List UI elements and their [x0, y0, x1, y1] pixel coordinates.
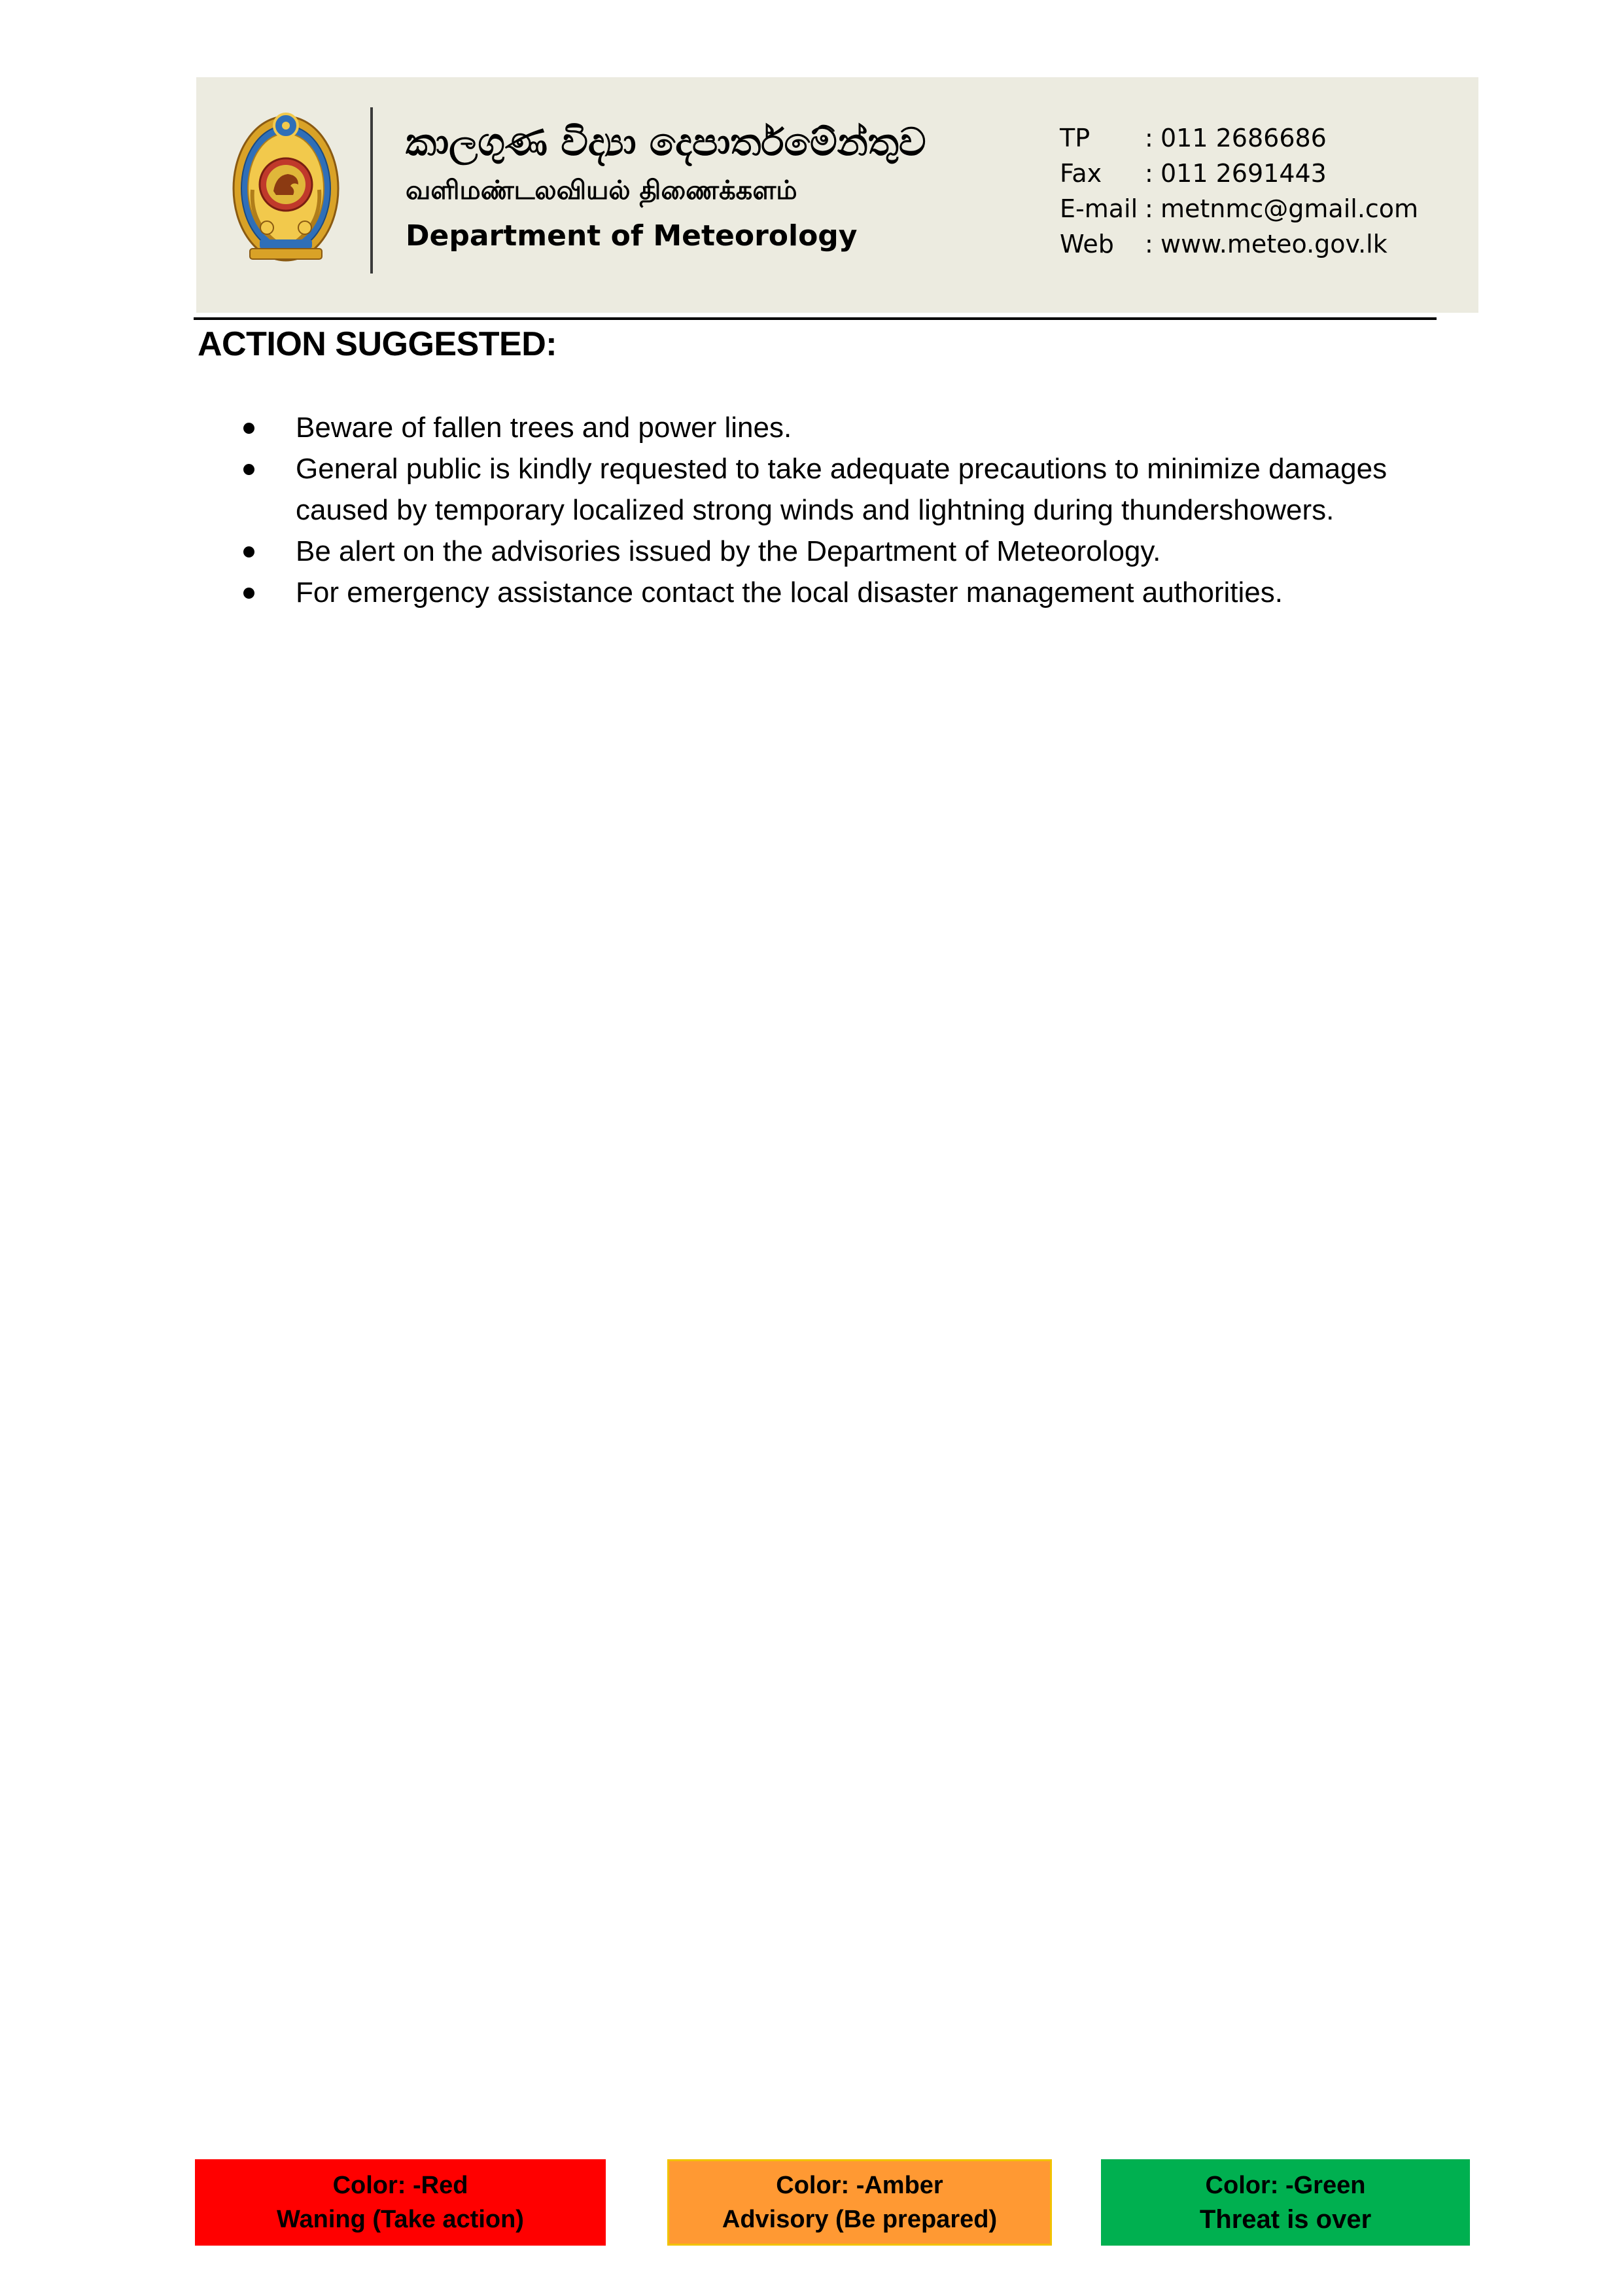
- header-rule: [194, 317, 1437, 320]
- list-item: [243, 572, 1447, 613]
- contact-separator: :: [1145, 124, 1153, 152]
- letterhead: [196, 77, 1478, 313]
- list-item-text: For emergency assistance contact the local disaster management authorities.: [296, 576, 1283, 609]
- contact-row-fax: [1060, 156, 1418, 191]
- contact-value-email[interactable]: metnmc@gmail.com: [1161, 194, 1419, 223]
- contact-row-web: [1060, 226, 1418, 262]
- legend-amber: [667, 2159, 1052, 2246]
- legend-description: Advisory (Be prepared): [722, 2206, 998, 2233]
- bullet-icon: [243, 546, 254, 557]
- legend-color-label: Color: -Green: [1205, 2172, 1366, 2199]
- action-list: [243, 407, 1447, 613]
- contact-label: Web: [1060, 230, 1114, 258]
- legend-red: [195, 2159, 606, 2246]
- list-item: [243, 407, 1447, 448]
- contact-label: E-mail: [1060, 194, 1138, 223]
- contact-value-web[interactable]: www.meteo.gov.lk: [1161, 230, 1387, 258]
- bullet-icon: [243, 423, 254, 434]
- contact-separator: :: [1145, 159, 1153, 188]
- organization-name-english: Department of Meteorology: [406, 219, 858, 253]
- contact-details: [1060, 120, 1418, 262]
- bullet-icon: [243, 464, 254, 475]
- contact-value-fax: 011 2691443: [1161, 159, 1327, 188]
- list-item-text: Be alert on the advisories issued by the Department of Meteorology.: [296, 535, 1161, 567]
- section-heading: ACTION SUGGESTED:: [198, 325, 557, 363]
- bullet-icon: [243, 588, 254, 599]
- list-item-text: General public is kindly requested to take adequate precautions to minimize damages caused by temporary localized strong winds and lightning during thundershowers.: [296, 453, 1387, 526]
- contact-separator: :: [1145, 194, 1153, 223]
- legend-green: [1101, 2159, 1470, 2246]
- contact-row-email: [1060, 191, 1418, 226]
- list-item: [243, 531, 1447, 572]
- organization-name-tamil: வளிமண்டலவியல் திணைக்களம்: [406, 175, 797, 205]
- contact-separator: :: [1145, 230, 1153, 258]
- national-emblem-icon: [230, 111, 341, 268]
- legend-description: Threat is over: [1199, 2205, 1372, 2234]
- contact-label: Fax: [1060, 159, 1102, 188]
- legend-color-label: Color: -Red: [332, 2172, 468, 2199]
- organization-name-sinhala: කාලගුණ විද්‍යා දෙපාර්තමේන්තුව: [406, 120, 926, 164]
- list-item: [243, 448, 1447, 531]
- contact-value-phone: 011 2686686: [1161, 124, 1327, 152]
- contact-row-phone: [1060, 120, 1418, 156]
- list-item-text: Beware of fallen trees and power lines.: [296, 412, 792, 444]
- organization-names: [406, 116, 926, 259]
- header-divider: [370, 107, 373, 274]
- legend-description: Waning (Take action): [277, 2206, 524, 2233]
- contact-label: TP: [1060, 124, 1091, 152]
- legend-color-label: Color: -Amber: [776, 2172, 943, 2199]
